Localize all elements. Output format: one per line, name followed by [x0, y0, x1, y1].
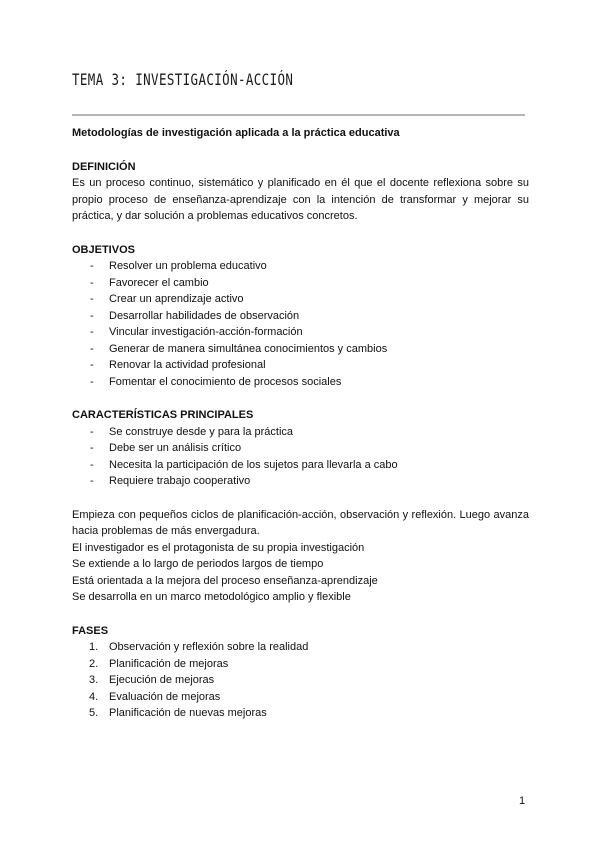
list-number: 4. [89, 690, 99, 703]
list-item [72, 672, 529, 689]
list-item: - Resolver un problema educativo [72, 258, 529, 275]
list-item: - Fomentar el conocimiento de procesos sociales [72, 374, 529, 391]
list-text: Observación y reflexión sobre la realidad [109, 641, 309, 653]
list-text: Ejecución de mejoras [109, 674, 215, 686]
fases-heading: FASES [72, 624, 109, 637]
caracteristicas-paragraph: Está orientada a la mejora del proceso enseñanza-aprendizaje [72, 574, 378, 587]
list-item [72, 639, 529, 656]
list-text: Planificación de mejoras [109, 657, 229, 670]
list-item [72, 656, 529, 673]
list-number: 5. [89, 707, 99, 719]
list-item: - Requiere trabajo cooperativo [72, 473, 529, 490]
list-item: - Desarrollar habilidades de observación [72, 308, 529, 325]
caracteristicas-list [72, 424, 529, 490]
document-body [72, 125, 529, 722]
definicion-heading: DEFINICIÓN [72, 160, 136, 173]
list-item: - Vincular investigación-acción-formación [72, 324, 529, 341]
page-number: 1 [519, 795, 526, 807]
page-title: TEMA 3: INVESTIGACIÓN-ACCIÓN [72, 70, 294, 89]
objetivos-heading: OBJETIVOS [72, 243, 135, 256]
list-item: - Favorecer el cambio [72, 275, 529, 292]
caracteristicas-paragraph: Empieza con pequeños ciclos de planificación-acción, observación y reflexión. Luego avanza hacia problemas de más envergadura. [72, 508, 529, 537]
caracteristicas-heading: CARACTERÍSTICAS PRINCIPALES [72, 409, 254, 421]
caracteristicas-paragraph: El investigador es el protagonista de su propia investigación [72, 541, 365, 554]
list-item: - Necesita la participación de los sujetos para llevarla a cabo [72, 457, 529, 474]
document-subtitle: Metodologías de investigación aplicada a la práctica educativa [72, 127, 400, 139]
title-divider [72, 114, 525, 116]
caracteristicas-paragraph: Se extiende a lo largo de periodos largos de tiempo [72, 558, 324, 570]
objetivos-list [72, 258, 529, 390]
list-item: - Crear un aprendizaje activo [72, 291, 529, 308]
definicion-text: Es un proceso continuo, sistemático y planificado en él que el docente reflexiona sobre su propio proceso de enseñanza-aprendizaje con la intención de transformar y mejorar su práctica, y dar solución a problemas educativos concretos. [72, 177, 529, 222]
list-number: 1. [89, 641, 99, 653]
list-item: - Generar de manera simultánea conocimientos y cambios [72, 341, 529, 358]
list-item [72, 705, 529, 722]
list-item: - Renovar la actividad profesional [72, 357, 529, 374]
fases-list [72, 639, 529, 722]
list-text: Evaluación de mejoras [109, 690, 221, 703]
list-number: 3. [89, 674, 99, 686]
list-item: - Se construye desde y para la práctica [72, 424, 529, 441]
list-item: - Debe ser un análisis crítico [72, 440, 529, 457]
list-number: 2. [89, 657, 99, 670]
list-text: Planificación de nuevas mejoras [109, 707, 267, 719]
list-item [72, 689, 529, 706]
caracteristicas-paragraph: Se desarrolla en un marco metodológico amplio y flexible [72, 591, 351, 603]
